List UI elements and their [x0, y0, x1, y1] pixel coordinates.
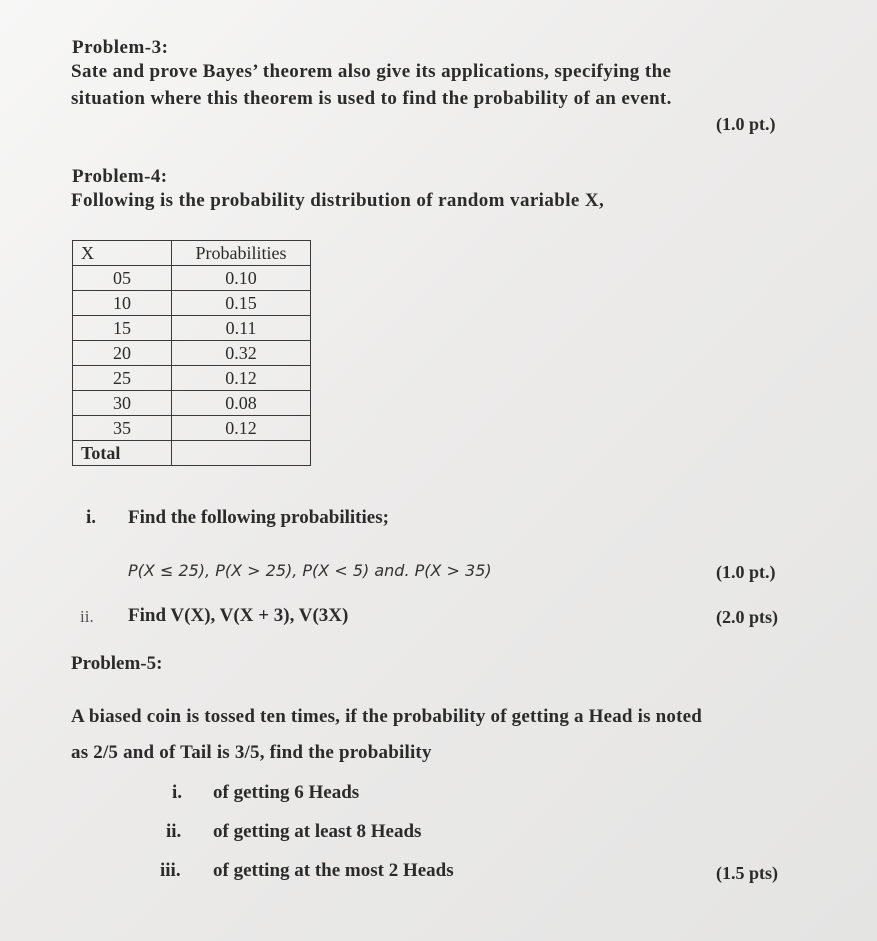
- cell-probability: 0.08: [172, 391, 311, 416]
- table-row: [73, 416, 311, 441]
- problem-5-item-text: of getting at the most 2 Heads: [213, 860, 454, 881]
- cell-x: 35: [73, 416, 172, 441]
- cell-probability: 0.12: [172, 366, 311, 391]
- table-row: [73, 391, 311, 416]
- cell-probability: 0.10: [172, 266, 311, 291]
- problem-5-line-1: A biased coin is tossed ten times, if the probability of getting a Head is noted: [71, 706, 703, 727]
- table-row: [73, 366, 311, 391]
- problem-5-item-text: of getting 6 Heads: [213, 782, 360, 803]
- problem-3-points: (1.0 pt.): [716, 114, 776, 134]
- problem-3-heading: Problem-3:: [72, 37, 169, 58]
- question-i-math: P(X ≤ 25), P(X > 25), P(X < 5) and. P(X > 35): [128, 561, 492, 580]
- problem-4-intro: Following is the probability distribution of random variable X,: [71, 190, 605, 211]
- question-i-numeral: i.: [86, 507, 97, 528]
- problem-4-heading: Problem-4:: [72, 166, 168, 187]
- distribution-table: [72, 240, 311, 466]
- table-total-row: [73, 441, 311, 466]
- total-label: Total: [73, 441, 172, 466]
- total-value: [172, 441, 311, 466]
- problem-5-item-numeral: i.: [172, 782, 183, 803]
- problem-3-line-2: situation where this theorem is used to find the probability of an event.: [71, 88, 672, 109]
- question-ii-text: Find V(X), V(X + 3), V(3X): [128, 605, 349, 626]
- problem-5-item-numeral: iii.: [160, 860, 181, 881]
- table-row: [73, 316, 311, 341]
- problem-5-item-text: of getting at least 8 Heads: [213, 821, 422, 842]
- problem-5-line-2: as 2/5 and of Tail is 3/5, find the probability: [71, 742, 432, 763]
- cell-x: 30: [73, 391, 172, 416]
- table-row: [73, 266, 311, 291]
- header-x: X: [73, 241, 172, 266]
- table-row: [73, 341, 311, 366]
- cell-x: 20: [73, 341, 172, 366]
- cell-x: 25: [73, 366, 172, 391]
- cell-x: 15: [73, 316, 172, 341]
- problem-5-points: (1.5 pts): [716, 863, 778, 883]
- problem-5-item-numeral: ii.: [166, 821, 182, 842]
- cell-probability: 0.15: [172, 291, 311, 316]
- cell-x: 10: [73, 291, 172, 316]
- header-probabilities: Probabilities: [172, 241, 311, 266]
- cell-probability: 0.32: [172, 341, 311, 366]
- problem-3-line-1: Sate and prove Bayes’ theorem also give its applications, specifying the: [71, 61, 672, 82]
- problem-5-heading: Problem-5:: [71, 653, 163, 674]
- question-ii-points: (2.0 pts): [716, 607, 778, 627]
- cell-probability: 0.12: [172, 416, 311, 441]
- table-row: [73, 291, 311, 316]
- question-ii-numeral: ii.: [80, 607, 94, 626]
- table-header-row: [73, 241, 311, 266]
- question-i-text: Find the following probabilities;: [128, 507, 389, 528]
- question-i-points: (1.0 pt.): [716, 562, 776, 582]
- cell-probability: 0.11: [172, 316, 311, 341]
- cell-x: 05: [73, 266, 172, 291]
